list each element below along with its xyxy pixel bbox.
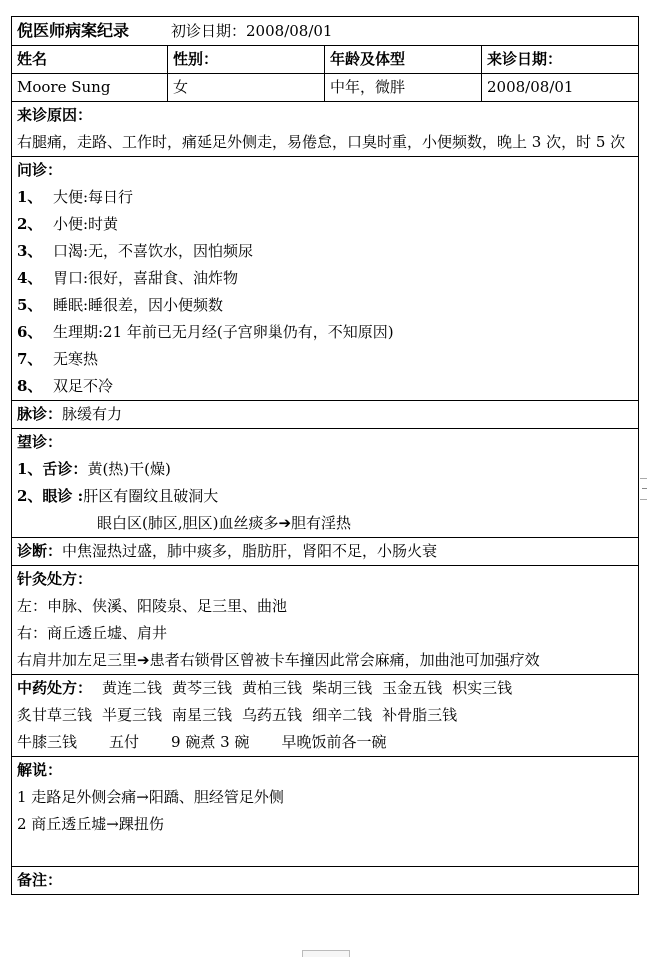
herb-item: 黄芩三钱 xyxy=(172,679,233,697)
item-text: 双足不冷 xyxy=(53,377,114,395)
acupuncture-right: 右：商丘透丘墟、肩井 xyxy=(17,624,168,642)
margin-marker-icon xyxy=(640,478,647,500)
herb-item: 炙甘草三钱 xyxy=(17,706,93,724)
patient-gender: 女 xyxy=(168,74,325,102)
herb-item: 牛膝三钱 xyxy=(17,733,78,751)
list-item xyxy=(17,373,633,400)
item-text: 无寒热 xyxy=(53,350,99,368)
eye-label: 2、眼诊 : xyxy=(17,487,84,505)
herbal-section xyxy=(12,675,639,757)
item-number: 4、 xyxy=(17,269,43,287)
herb-item: 黄连二钱 xyxy=(102,679,163,697)
herb-item: 半夏三钱 xyxy=(102,706,163,724)
title-row xyxy=(12,17,639,46)
explanation-label: 解说： xyxy=(17,761,63,779)
diagnosis-section xyxy=(12,538,639,566)
explanation-item: 2 商丘透丘墟→踝扭伤 xyxy=(17,815,164,833)
list-item xyxy=(17,238,633,265)
herb-item: 玉金五钱 xyxy=(382,679,443,697)
acupuncture-left: 左：申脉、侠溪、阳陵泉、足三里、曲池 xyxy=(17,597,288,615)
reason-text: 右腿痛，走路、工作时，痛延足外侧走，易倦怠，口臭时重，小便频数，晚上 3 次，时 5 次 xyxy=(17,133,626,151)
herbal-timing: 早晚饭前各一碗 xyxy=(281,733,387,751)
patient-visit-date: 2008/08/01 xyxy=(482,74,639,102)
item-number: 8、 xyxy=(17,377,43,395)
item-number: 1、 xyxy=(17,188,43,206)
observation-section xyxy=(12,429,639,538)
herb-item: 细辛二钱 xyxy=(312,706,373,724)
header-row xyxy=(12,46,639,74)
list-item xyxy=(17,319,633,346)
herb-item: 南星三钱 xyxy=(172,706,233,724)
medical-record-table xyxy=(11,16,639,895)
herbal-decoction: 9 碗煮 3 碗 xyxy=(171,733,250,751)
patient-age: 中年，微胖 xyxy=(325,74,482,102)
name-header: 姓名 xyxy=(12,46,168,74)
item-text: 生理期:21 年前已无月经(子宫卵巢仍有，不知原因) xyxy=(53,323,394,341)
explanation-item: 1 走路足外侧会痛→阳蹻、胆经管足外侧 xyxy=(17,788,284,806)
tongue-label: 1、舌诊： xyxy=(17,460,88,478)
acupuncture-section xyxy=(12,566,639,675)
patient-name: Moore Sung xyxy=(12,74,168,102)
acupuncture-row xyxy=(12,566,639,675)
observation-row xyxy=(12,429,639,538)
inquiry-label: 问诊： xyxy=(17,161,63,179)
item-number: 5、 xyxy=(17,296,43,314)
item-text: 胃口:很好，喜甜食、油炸物 xyxy=(53,269,239,287)
herb-item: 柴胡三钱 xyxy=(312,679,373,697)
remarks-row xyxy=(12,867,639,895)
eye-text: 肝区有圈纹且破洞大 xyxy=(83,487,219,505)
inquiry-section xyxy=(12,157,639,401)
item-number: 7、 xyxy=(17,350,43,368)
eye-text-2: 眼白区(肺区,胆区)血丝痰多➔胆有淫热 xyxy=(97,514,352,532)
pulse-section xyxy=(12,401,639,429)
item-number: 2、 xyxy=(17,215,43,233)
age-header: 年龄及体型 xyxy=(325,46,482,74)
herbal-doses: 五付 xyxy=(109,733,140,751)
pulse-text: 脉缓有力 xyxy=(62,405,123,423)
list-item xyxy=(17,211,633,238)
inquiry-row xyxy=(12,157,639,401)
herbal-label: 中药处方： xyxy=(17,679,93,697)
acupuncture-label: 针灸处方： xyxy=(17,570,93,588)
herb-item: 枳实三钱 xyxy=(452,679,513,697)
remarks-label: 备注： xyxy=(17,871,63,889)
herb-item: 补骨脂三钱 xyxy=(382,706,458,724)
observation-label: 望诊： xyxy=(17,433,63,451)
record-title: 倪医师病案纪录 xyxy=(17,21,130,40)
diagnosis-label: 诊断： xyxy=(17,542,63,560)
item-text: 小便:时黄 xyxy=(53,215,119,233)
item-number: 3、 xyxy=(17,242,43,260)
diagnosis-row xyxy=(12,538,639,566)
tongue-text: 黄(热)干(燥) xyxy=(87,460,171,478)
explanation-row xyxy=(12,757,639,867)
reason-row xyxy=(12,102,639,157)
item-text: 睡眠:睡很差，因小便频数 xyxy=(53,296,224,314)
herbal-row xyxy=(12,675,639,757)
list-item xyxy=(17,184,633,211)
reason-section xyxy=(12,102,639,157)
item-number: 6、 xyxy=(17,323,43,341)
herb-item: 黄柏三钱 xyxy=(242,679,303,697)
acupuncture-note: 右肩井加左足三里➔患者右锁骨区曾被卡车撞因此常会麻痛，加曲池可加强疗效 xyxy=(17,651,540,669)
visit-date-header: 来诊日期： xyxy=(482,46,639,74)
patient-info-row xyxy=(12,74,639,102)
remarks-section xyxy=(12,867,639,895)
list-item xyxy=(17,265,633,292)
pulse-label: 脉诊： xyxy=(17,405,63,423)
diagnosis-text: 中焦湿热过盛，肺中痰多，脂肪肝，肾阳不足，小肠火衰 xyxy=(62,542,438,560)
first-visit-date: 初诊日期：2008/08/01 xyxy=(171,22,333,40)
item-text: 口渴:无，不喜饮水，因怕频尿 xyxy=(53,242,254,260)
list-item xyxy=(17,346,633,373)
item-text: 大便:每日行 xyxy=(53,188,134,206)
reason-label: 来诊原因： xyxy=(17,106,93,124)
list-item xyxy=(17,292,633,319)
herb-item: 乌药五钱 xyxy=(242,706,303,724)
pulse-row xyxy=(12,401,639,429)
explanation-section xyxy=(12,757,639,867)
gender-header: 性别： xyxy=(168,46,325,74)
